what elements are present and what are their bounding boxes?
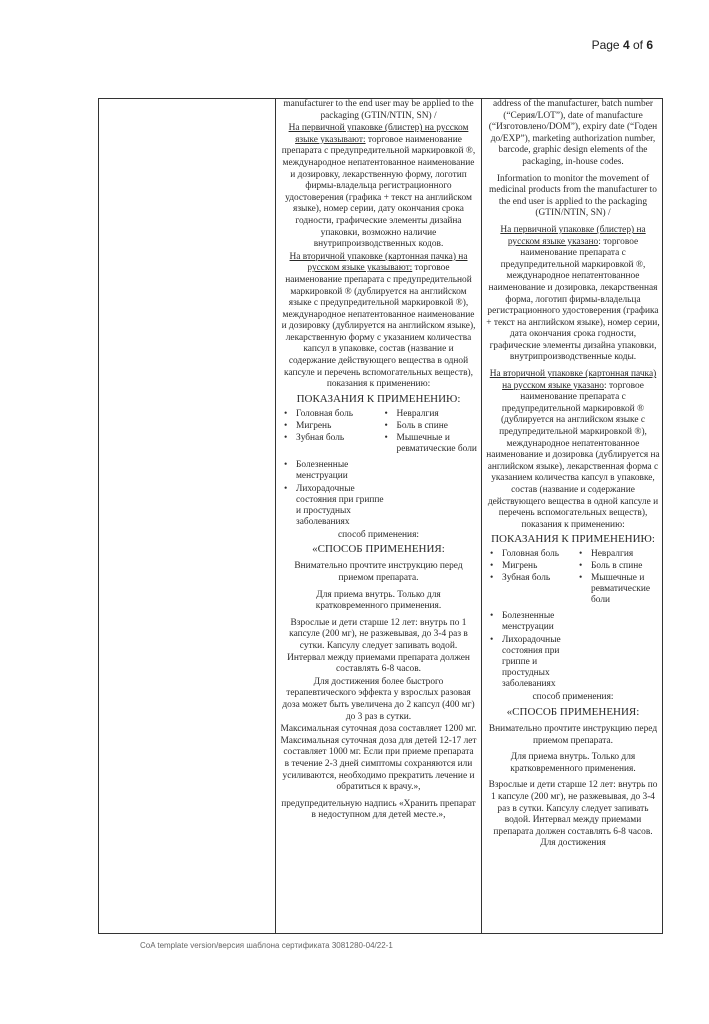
read-instructions: Внимательно прочтите инструкцию перед приемом препарата. [488, 723, 658, 746]
list-item: • Лихорадочные состояния при гриппе и простудных заболеваниях [486, 635, 582, 690]
oral-use: Для приема внутрь. Только для кратковременного применения. [315, 589, 442, 612]
secondary-packaging-text: На вторичной упаковке (картонная пачка) на русском языке указано: торговое наименование препарата с предупредительной маркировкой ® (дублируется на английском языке с предупредительной маркировкой ®), международное непатентованное наименование и дозировка (дублируется на английском языке), лекарственная форма с указанием количества капсул в упаковке, состав (название и содержание действующего вещества в одной капсуле и перечень вспомогательных веществ), показания к применению: [486, 369, 660, 530]
list-item: • Мышечные и ревматические боли [575, 573, 660, 606]
list-item: • Невралгия [575, 549, 660, 560]
text-gtin-continuation: manufacturer to the end user may be applied to the packaging (GTIN/NTIN, SN) / [283, 99, 474, 121]
secondary-packaging-text: На вторичной упаковке (картонная пачка) на русском языке указывают: торговое наименование препарата с предупредительной маркировкой ® (дублируется на английском языке с предупредительной маркировкой ®), международное непатентованное наименование и дозировку (дублируется на английском языке), лекарственную форму с указанием количества капсул в упаковке, состав (название и содержание действующего вещества в одной капсуле и перечень вспомогательных веществ), показания к применению: [281, 251, 476, 390]
list-item: • Болезненные менструации [486, 611, 582, 633]
list-item: • Боль в спине [381, 421, 478, 432]
table-column-empty [99, 99, 276, 933]
list-item: • Мышечные и ревматические боли [381, 433, 478, 455]
oral-use: Для приема внутрь. Только для кратковременного применения. [510, 752, 636, 774]
list-item: • Мигрень [280, 421, 377, 432]
primary-packaging-text: На первичной упаковке (блистер) на русском языке указано: торговое наименование препарата с предупредительной маркировкой ®, международное непатентованное наименование и дозировка, лекарственная форма, логотип фирмы-владельца регистрационного удостоверения (графика + текст на английском языке), номер серии, дата окончания срока годности, графические элементы дизайна упаковки, внутрипроизводственные коды. [486, 224, 660, 363]
primary-packaging-text: На первичной упаковке (блистер) на русском языке указывают: торговое наименование препарата с предупредительной маркировкой ®, международное непатентованное наименование и дозировку, лекарственную форму, логотип фирмы-владельца регистрационного удостоверения (графика + текст на английском языке), номер серии, дату окончания срока годности, графические элементы дизайна упаковки, возможно наличие внутрипроизводственных кодов. [281, 123, 476, 250]
indications-extra [280, 460, 388, 528]
indications-extra [486, 611, 582, 690]
text-gtin-info: Information to monitor the movement of medicinal products from the manufacturer to the end user is applied to the packaging (GTIN/NTIN, SN) / [489, 173, 657, 219]
method-intro: способ применения: [337, 529, 419, 540]
indications-left [280, 409, 377, 456]
method-intro: способ применения: [532, 692, 614, 703]
page-number: Page 4 of 6 [591, 38, 653, 52]
list-item: • Боль в спине [575, 561, 660, 572]
document-table [98, 98, 663, 934]
read-instructions: Внимательно прочтите инструкцию перед приемом препарата. [294, 561, 463, 584]
indications-right [575, 549, 660, 607]
list-item: • Болезненные менструации [280, 460, 388, 482]
list-item: • Зубная боль [486, 573, 571, 584]
method-heading: «СПОСОБ ПРИМЕНЕНИЯ: [506, 705, 640, 718]
table-column-russian [276, 99, 482, 933]
storage-warning: предупредительную надпись «Хранить препарат в недоступном для детей месте.», [281, 798, 476, 821]
indications-right [381, 409, 478, 456]
indications-list [280, 409, 477, 456]
list-item: • Зубная боль [280, 433, 377, 444]
indications-heading: ПОКАЗАНИЯ К ПРИМЕНЕНИЮ: [491, 533, 655, 546]
indications-list [486, 549, 660, 607]
indications-left [486, 549, 571, 607]
adult-dosage: Взрослые и дети старше 12 лет: внутрь по 1 капсуле (200 мг), не разжевывая, до 3-4 раз в сутки. Капсулу следует запивать водой. Интервал между приемами препарата должен составлять 6-8 часов. [287, 617, 470, 675]
indications-heading: ПОКАЗАНИЯ К ПРИМЕНЕНИЮ: [296, 392, 461, 405]
list-item: • Лихорадочные состояния при гриппе и простудных заболеваниях [280, 484, 388, 528]
list-item: • Невралгия [381, 409, 478, 420]
adult-dosage: Взрослые и дети старше 12 лет: внутрь по 1 капсуле (200 мг), не разжевывая, до 3-4 раз в сутки. Капсулу следует запивать водой. Интервал между приемами препарата должен составлять 6-8 часов. Для достижения [488, 780, 658, 849]
list-item: • Мигрень [486, 561, 571, 572]
max-dose: Максимальная суточная доза составляет 1200 мг. Максимальная суточная доза для детей 12-17 лет составляет 1000 мг. Если при приеме препарата в течение 2-3 дней симптомы сохраняются или усиливаются, необходимо прекратить лечение и обратиться к врачу.», [280, 724, 477, 793]
list-item: • Головная боль [280, 409, 377, 420]
text-manufacturer-address: address of the manufacturer, batch number (“Серия/LOT”), date of manufacture (“Изготовлено/DOM”), expiry date (“Годен до/EXP”), marketing authorization number, barcode, graphic design elements of the packaging, in-house codes. [488, 99, 658, 167]
faster-effect: Для достижения более быстрого терапевтического эффекта у взрослых разовая доза может быть увеличена до 2 капсул (400 мг) до 3 раз в сутки. [282, 676, 475, 722]
table-column-translation [482, 99, 663, 933]
list-item: • Головная боль [486, 549, 571, 560]
method-heading: «СПОСОБ ПРИМЕНЕНИЯ: [312, 543, 445, 556]
footer-template-version: CoA template version/версия шаблона сертификата 3081280-04/22-1 [140, 941, 393, 950]
